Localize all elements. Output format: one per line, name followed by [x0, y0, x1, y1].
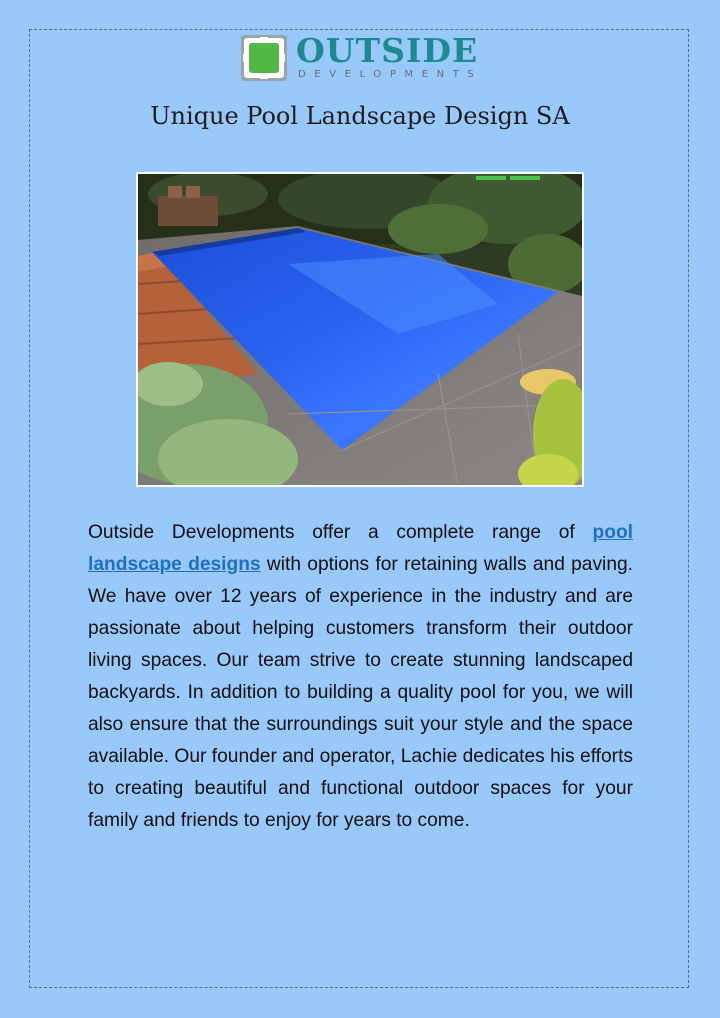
page-title: Unique Pool Landscape Design SA [150, 102, 570, 130]
outside-developments-logo [240, 31, 483, 86]
pool-landscape-designs-link[interactable]: pool landscape designs [88, 522, 633, 575]
pool-photo-image [138, 174, 582, 485]
logo-mark-icon [240, 34, 288, 82]
logo-subtitle: DEVELOPMENTS [298, 69, 483, 80]
description-paragraph [88, 517, 633, 837]
logo-wordmark: OUTSIDE [296, 31, 479, 70]
pool-landscape-photo [136, 172, 584, 487]
paragraph-body: with options for retaining walls and paving. We have over 12 years of experience in the industry and are passionate about helping customers transform their outdoor living spaces. Our team strive to create stunning landscaped backyards. In addition to building a quality pool for you, we will also ensure that the surroundings suit your style and the space available. Our founder and operator, Lachie dedicates his efforts to creating beautiful and functional outdoor spaces for your family and friends to enjoy for years to come. [88, 554, 633, 831]
paragraph-intro: Outside Developments offer a complete range of [88, 522, 593, 543]
